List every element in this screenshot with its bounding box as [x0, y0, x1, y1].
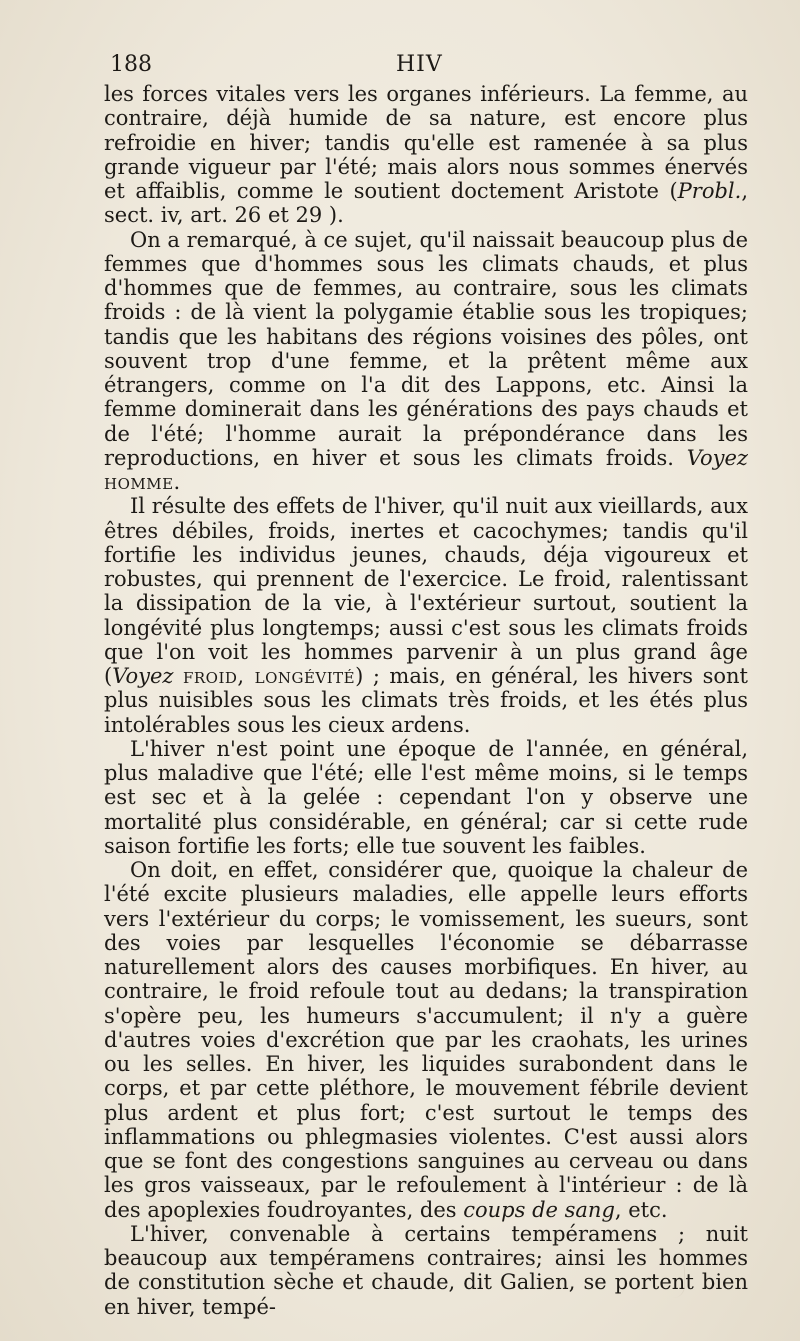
paragraph-2 [104, 228, 748, 495]
paragraph-2-text: On a remarqué, à ce sujet, qu'il naissait beaucoup plus de femmes que d'hommes sous les climats chauds, et plus d'hommes que de femmes, au contraire, sous les climats froids : de là vient la polygamie établie sous les tropiques; tandis que les habitans des régions voisines des pôles, ont souvent trop d'une femme, et la prêtent même aux étrangers, comme on l'a dit des Lappons, etc. Ainsi la femme dominerait dans les générations des pays chauds et de l'été; l'homme aurait la prépondérance dans les reproductions, en hiver et sous les climats froids. [104, 227, 748, 470]
paragraph-5-end: , etc. [614, 1197, 668, 1222]
paragraph-3-end: ) ; mais, en général, les hivers sont plus nuisibles sous les climats très froids, et les étés plus intolérables sous les cieux ardens. [104, 664, 748, 737]
paragraph-1 [104, 82, 748, 228]
coups-de-sang: coups de sang [463, 1197, 615, 1222]
paragraph-6-text: L'hiver, convenable à certains tempéramens ; nuit beaucoup aux tempéramens contraires; ainsi les hommes de constitution sèche et chaude, dit Galien, se portent bien en hiver, tempé- [104, 1221, 748, 1319]
paper-mark [670, 1258, 685, 1298]
running-head: HIV [396, 52, 443, 77]
paragraph-3 [104, 494, 748, 737]
paragraph-4 [104, 737, 748, 858]
paragraph-5 [104, 858, 748, 1222]
voyez-label: Voyez [112, 664, 174, 688]
reference-probl: Probl. [677, 179, 742, 203]
body-text [104, 82, 748, 1319]
paragraph-3-text: Il résulte des effets de l'hiver, qu'il nuit aux vieillards, aux êtres débiles, froids, inertes et cacochymes; tandis qu'il fortifie les individus jeunes, chauds, déja vigoureux et robustes, qui prennent de l'exercice. Le froid, ralentissant la dissipation de la vie, à l'extérieur surtout, soutient la longévité plus longtemps; aussi c'est sous les climats froids que l'on voit les hommes parvenir à un plus grand âge ( [104, 494, 748, 688]
reference-section: , sect. iv, art. 26 et 29 ). [104, 179, 748, 228]
voyez-label: Voyez [686, 445, 748, 470]
cross-reference-homme: homme. [104, 470, 181, 494]
paragraph-4-text: L'hiver n'est point une époque de l'année, en général, plus maladive que l'été; elle l'est même moins, si le temps est sec et à la gelée : cependant l'on y observe une mortalité plus considérable, en général; car si cette rude saison fortifie les forts; elle tue souvent les faibles. [104, 736, 748, 858]
cross-reference-froid-longevite: froid, longévité [182, 664, 356, 688]
page-number: 188 [110, 52, 152, 77]
paragraph-5-text: On doit, en effet, considérer que, quoique la chaleur de l'été excite plusieurs maladies, elle appelle leurs efforts vers l'extérieur du corps; le vomissement, les sueurs, sont des voies par lesquelles l'économie se débarrasse naturellement alors des causes morbifiques. En hiver, au contraire, le froid refoule tout au dedans; la transpiration s'opère peu, les humeurs s'accumulent; il n'y a guère d'autres voies d'excrétion que par les craohats, les urines ou les selles. En hiver, les liquides surabondent dans le corps, et par cette pléthore, le mouvement fébrile devient plus ardent et plus fort; c'est surtout le temps des inflammations ou phlegmasies violentes. C'est aussi alors que se font des congestions sanguines au cerveau ou dans les gros vaisseaux, par le refoulement à l'intérieur : de là des apoplexies foudroyantes, des [104, 858, 748, 1222]
page-header [110, 52, 750, 82]
paragraph-6 [104, 1222, 748, 1319]
paragraph-1-text: les forces vitales vers les organes inférieurs. La femme, au contraire, déjà humide de sa nature, est encore plus refroidie en hiver; tandis qu'elle est ramenée à sa plus grande vigueur par l'été; mais alors nous sommes énervés et affaiblis, comme le soutient doctement Aristote ( [104, 82, 748, 203]
